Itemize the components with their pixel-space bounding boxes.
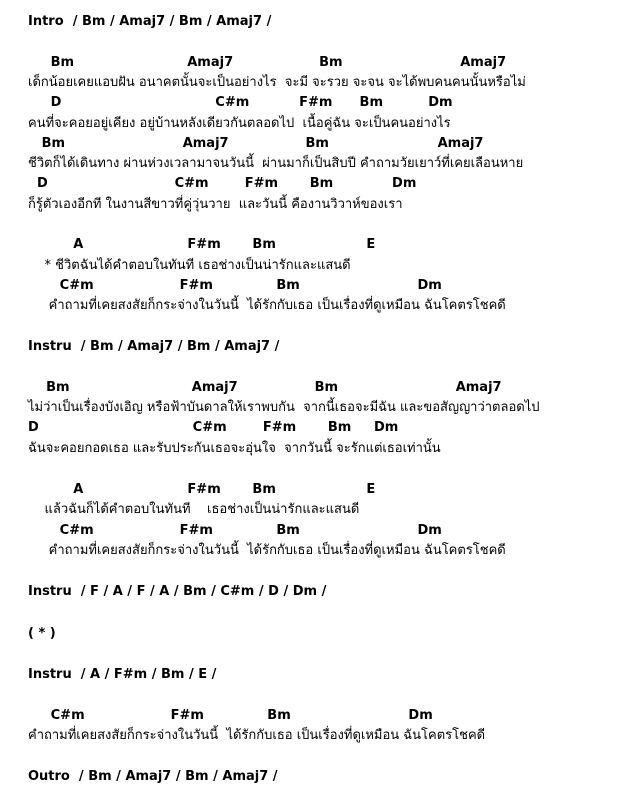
- chorus2-lyric-2: คำถามที่เคยสงสัยก็กระจ่างในวันนี้ ได้รักกับเธอ เป็นเรื่องที่ดูเหมือน ฉันโคตรโชคดี: [28, 543, 506, 558]
- chorus1-lyric-1: * ชีวิตฉันได้คำตอบในทันที เธอช่างเป็นน่ารักและแสนดี: [28, 258, 351, 273]
- tail-chords: C#m F#m Bm Dm: [28, 708, 433, 723]
- verse2-lyric-2: ฉันจะคอยกอดเธอ และรับประกันเธอจะอุ่นใจ จากวันนี้ จะรักแต่เธอเท่านั้น: [28, 441, 441, 456]
- verse2-chords-2: D C#m F#m Bm Dm: [28, 420, 399, 435]
- verse1-lyric-4: ก็รู้ตัวเองอีกที ในงานสีขาวที่คู่วุ่นวาย และวันนี้ คืองานวิวาห์ของเรา: [28, 197, 403, 212]
- verse1-chords-4: D C#m F#m Bm Dm: [28, 176, 417, 191]
- verse1-chords-3: Bm Amaj7 Bm Amaj7: [28, 136, 484, 151]
- chorus2-lyric-1: แล้วฉันก็ได้คำตอบในทันที เธอช่างเป็นน่ารักและแสนดี: [28, 502, 360, 517]
- verse1-lyric-2: คนที่จะคอยอยู่เคียง อยู่บ้านหลังเดียวกันตลอดไป เนื้อคู่ฉัน จะเป็นคนอย่างไร: [28, 116, 451, 131]
- verse2-chords-1: Bm Amaj7 Bm Amaj7: [28, 380, 502, 395]
- tail-lyric: คำถามที่เคยสงสัยก็กระจ่างในวันนี้ ได้รักกับเธอ เป็นเรื่องที่ดูเหมือน ฉันโคตรโชคดี: [28, 728, 486, 743]
- outro-line: Outro / Bm / Amaj7 / Bm / Amaj7 /: [28, 769, 278, 784]
- repeat-marker: ( * ): [28, 626, 56, 641]
- chorus2-chords-1: A F#m Bm E: [28, 482, 376, 497]
- instru-line-3: Instru / A / F#m / Bm / E /: [28, 667, 217, 682]
- verse1-chords-2: D C#m F#m Bm Dm: [28, 95, 453, 110]
- verse1-lyric-3: ชีวิตก็ได้เดินทาง ผ่านห่วงเวลามาจนวันนี้ ผ่านมาก็เป็นสิบปี คำถามวัยเยาว์ที่เคยเลือนหาย: [28, 156, 524, 171]
- chorus2-chords-2: C#m F#m Bm Dm: [28, 523, 442, 538]
- chorus1-chords-1: A F#m Bm E: [28, 237, 376, 252]
- chorus1-lyric-2: คำถามที่เคยสงสัยก็กระจ่างในวันนี้ ได้รักกับเธอ เป็นเรื่องที่ดูเหมือน ฉันโคตรโชคดี: [28, 298, 506, 313]
- verse1-chords-1: Bm Amaj7 Bm Amaj7: [28, 55, 507, 70]
- verse2-lyric-1: ไม่ว่าเป็นเรื่องบังเอิญ หรือฟ้าบันดาลให้เราพบกัน จากนี้เธอจะมีฉัน และขอสัญญาว่าตลอดไป: [28, 400, 540, 415]
- instru-line-2: Instru / F / A / F / A / Bm / C#m / D / Dm /: [28, 584, 327, 599]
- chorus1-chords-2: C#m F#m Bm Dm: [28, 278, 442, 293]
- instru-line-1: Instru / Bm / Amaj7 / Bm / Amaj7 /: [28, 339, 280, 354]
- intro-line: Intro / Bm / Amaj7 / Bm / Amaj7 /: [28, 14, 272, 29]
- verse1-lyric-1: เด็กน้อยเคยแอบฝัน อนาคตนั้นจะเป็นอย่างไร จะมี จะรวย จะจน จะได้พบคนคนนั้นหรือไม่: [28, 75, 526, 90]
